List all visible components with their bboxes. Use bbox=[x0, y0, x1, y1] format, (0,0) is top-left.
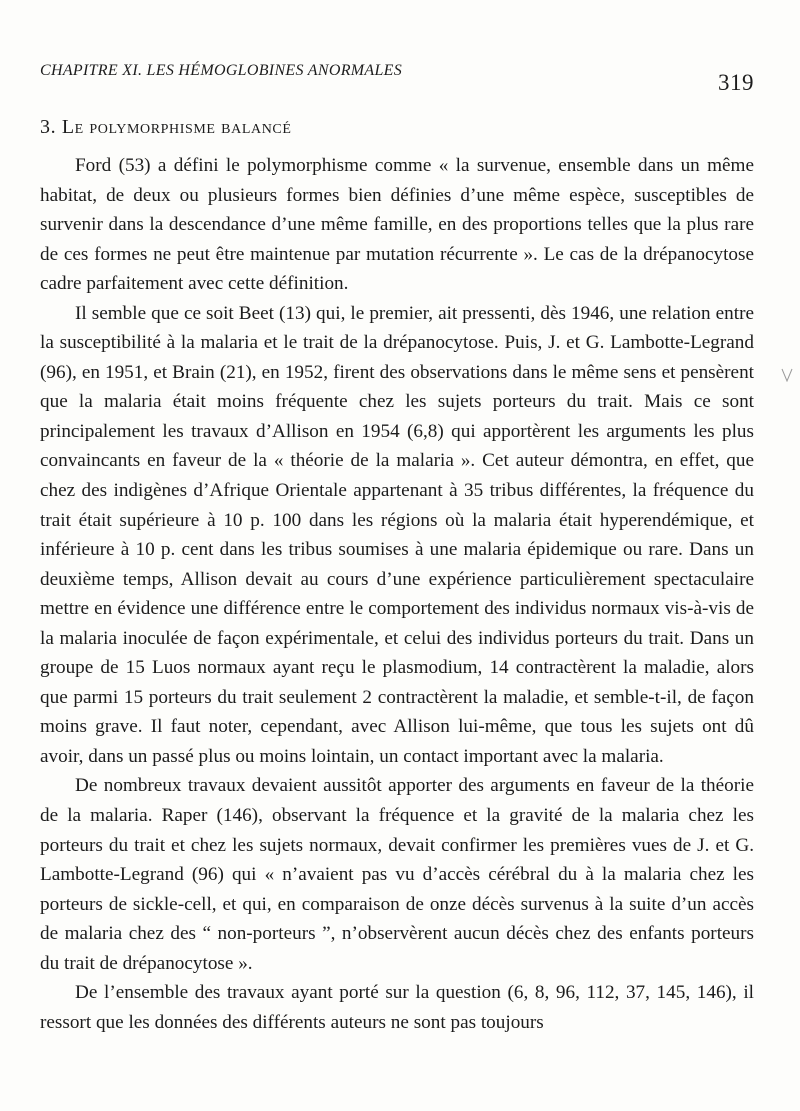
running-title: CHAPITRE XI. LES HÉMOGLOBINES ANORMALES bbox=[40, 62, 403, 79]
page-number: 319 bbox=[718, 70, 754, 95]
section-heading bbox=[40, 116, 292, 139]
body-text bbox=[40, 151, 754, 1037]
section-number: 3. bbox=[40, 116, 57, 138]
paragraph: Il semble que ce soit Beet (13) qui, le premier, ait pressenti, dès 1946, une relation entre la susceptibilité à la malaria et le trait de la drépanocytose. Puis, J. et G. Lambotte-Legrand (96), en 1951, et Brain (21), en 1952, firent des observations dans le même sens et pensèrent que la malaria était moins fréquente chez les sujets porteurs du trait. Mais ce sont principalement les travaux d’Allison en 1954 (6,8) qui apportèrent les arguments les plus convaincants en faveur de la « théorie de la malaria ». Cet auteur démontra, en effet, que chez des indigènes d’Afrique Orientale appartenant à 35 tribus différentes, la fréquence du trait était supérieure à 10 p. 100 dans les régions où la malaria était hyperendémique, et inférieure à 10 p. cent dans les tribus soumises à une malaria épidemique ou rare. Dans un deuxième temps, Allison devait au cours d’une expérience particulièrement spectaculaire mettre en évidence une différence entre le comportement des individus normaux vis-à-vis de la malaria inoculée de façon expérimentale, et celui des individus porteurs du trait. Dans un groupe de 15 Luos normaux ayant reçu le plasmodium, 14 contractèrent la maladie, alors que parmi 15 porteurs du trait seulement 2 contractèrent la maladie, et semble-t-il, de façon moins grave. Il faut noter, cependant, avec Allison lui-même, que tous les sujets ont dû avoir, dans un passé plus ou moins lointain, un contact important avec la malaria. bbox=[40, 302, 754, 767]
paragraph: Ford (53) a défini le polymorphisme comme « la survenue, ensemble dans un même habitat, de deux ou plusieurs formes bien définies d’une même espèce, susceptibles de survenir dans la descendance d’une même famille, en des proportions telles que la plus rare de ces formes ne peut être maintenue par mutation récurrente ». Le cas de la drépanocytose cadre parfaitement avec cette définition. bbox=[40, 155, 754, 295]
paragraph: De nombreux travaux devaient aussitôt apporter des arguments en faveur de la théorie de la malaria. Raper (146), observant la fréquence et la gravité de la malaria chez les porteurs du trait et chez les sujets normaux, devait confirmer les premières vues de J. et G. Lambotte-Legrand (96) qui « n’avaient pas vu d’accès cérébral du à la malaria chez les porteurs de sickle-cell, et qui, en comparaison de onze décès survenus à la suite d’un accès de malaria chez des “ non-porteurs ”, n’observèrent aucun décès chez des enfants porteurs du trait de drépanocytose ». bbox=[40, 775, 754, 974]
paragraph: De l’ensemble des travaux ayant porté sur la question (6, 8, 96, 112, 37, 145, 146), il ressort que les données des différents auteurs ne sont pas toujours bbox=[40, 982, 754, 1033]
running-header bbox=[40, 62, 754, 102]
margin-pencil-mark bbox=[781, 368, 793, 382]
section-title: Le polymorphisme balancé bbox=[61, 116, 292, 138]
